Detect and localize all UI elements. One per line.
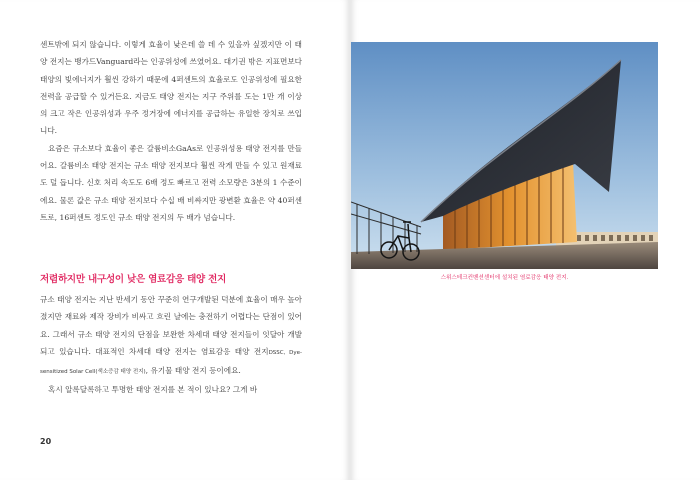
- paragraph-3-text: 규소 태양 전지는 지난 반세기 동안 꾸준히 연구개발된 덕분에 효율이 매우 높아졌지만 재료와 제작 장비가 비싸고 흐린 날에는 충전하기 어렵다는 단점이 있어요. 그래서 규소 태양 전지의 단점을 보완한 차세대 태양 전지들이 잇달아 개발되고 있습니다. 대표적인 차세대 태양 전지는 염료감응 태양 전지: [40, 295, 302, 356]
- left-page: [0, 0, 349, 480]
- paragraph-2: 요즘은 규소보다 효율이 좋은 갈륨비소GaAs로 인공위성용 태양 전지를 만들어요. 갈륨비소 태양 전지는 규소 태양 전지보다 훨씬 작게 만들 수 있고 원재료도 덜 듭니다. 신호 처리 속도도 6배 정도 빠르고 전력 소모량은 3분의 1 수준이에요. 물론 값은 규소 태양 전지보다 수십 배 비싸지만 광변환 효율은 약 40퍼센트로, 16퍼센트 정도인 규소 태양 전지의 두 배가 넘습니다.: [40, 143, 302, 222]
- paragraph-3-tail: , 유기물 태양 전지 등이에요.: [145, 366, 241, 376]
- dssc-annotation: DSSC, Dye-sensitized Solar Cell(색소증감 태양 전지): [40, 349, 302, 376]
- paragraph-1: 센트밖에 되지 않습니다. 이렇게 효율이 낮은데 쓸 데 수 있을까 싶겠지만 이 태양 전지는 뱅가드Vanguard라는 인공위성에 쓰였어요. 대기권 밖은 지표면보다 태양의 빛에너지가 훨씬 강하기 때문에 4퍼센트의 효율로도 인공위성에 필요한 전력을 공급할 수 있거든요. 지금도 태양 전지는 지구 주위를 도는 1만 개 이상의 크고 작은 인공위성과 우주 정거장에 에너지를 공급하는 유일한 장치로 쓰입니다.: [40, 40, 302, 136]
- paragraph-3: [40, 291, 302, 381]
- section-heading: 저렴하지만 내구성이 낮은 염료감응 태양 전지: [40, 274, 227, 285]
- convention-center-photo: [351, 42, 658, 269]
- photo-caption: 스위스테크컨벤션센터에 설치된 염료감응 태양 전지.: [440, 275, 569, 281]
- page-number: 20: [40, 437, 52, 446]
- body-text-top: [40, 36, 302, 226]
- body-text-bottom: [40, 291, 302, 399]
- paragraph-4: 혹시 알록달록하고 투명한 태양 전지를 본 적이 있나요? 그게 바: [48, 385, 258, 395]
